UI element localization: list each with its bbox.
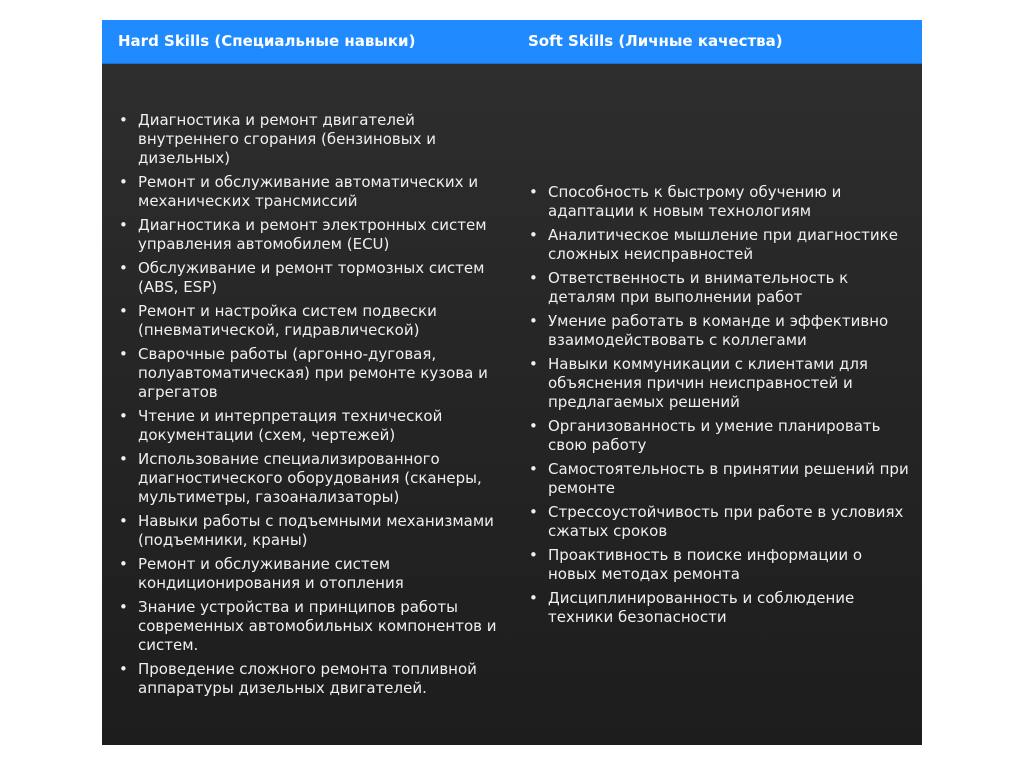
soft-skill-item: • Стрессоустойчивость при работе в условиях сжатых сроков (528, 503, 912, 541)
table-header (102, 20, 922, 64)
soft-skills-header: Soft Skills (Личные качества) (528, 32, 783, 50)
soft-skill-item: • Умение работать в команде и эффективно взаимодействовать с коллегами (528, 312, 912, 350)
soft-skills-column (512, 64, 922, 745)
hard-skill-item: • Ремонт и обслуживание автоматических и механических трансмиссий (118, 173, 502, 211)
soft-skill-item: • Дисциплинированность и соблюдение техники безопасности (528, 589, 912, 627)
skills-table (102, 20, 922, 745)
hard-skill-item: • Сварочные работы (аргонно-дуговая, полуавтоматическая) при ремонте кузова и агрегатов (118, 345, 502, 402)
hard-skill-item: • Проведение сложного ремонта топливной аппаратуры дизельных двигателей. (118, 660, 502, 698)
soft-skill-item: • Навыки коммуникации с клиентами для объяснения причин неисправностей и предлагаемых решений (528, 355, 912, 412)
soft-skill-item: • Самостоятельность в принятии решений при ремонте (528, 460, 912, 498)
soft-skills-list (528, 183, 912, 627)
hard-skills-list (118, 111, 502, 698)
hard-skills-header: Hard Skills (Специальные навыки) (118, 32, 416, 50)
hard-skills-column (102, 64, 512, 745)
hard-skill-item: • Диагностика и ремонт двигателей внутреннего сгорания (бензиновых и дизельных) (118, 111, 502, 168)
soft-skill-item: • Ответственность и внимательность к деталям при выполнении работ (528, 269, 912, 307)
hard-skill-item: • Навыки работы с подъемными механизмами (подъемники, краны) (118, 512, 502, 550)
soft-skill-item: • Способность к быстрому обучению и адаптации к новым технологиям (528, 183, 912, 221)
hard-skill-item: • Ремонт и обслуживание систем кондиционирования и отопления (118, 555, 502, 593)
hard-skill-item: • Диагностика и ремонт электронных систем управления автомобилем (ECU) (118, 216, 502, 254)
soft-skill-item: • Аналитическое мышление при диагностике сложных неисправностей (528, 226, 912, 264)
hard-skill-item: • Обслуживание и ремонт тормозных систем (ABS, ESP) (118, 259, 502, 297)
hard-skill-item: • Ремонт и настройка систем подвески (пневматической, гидравлической) (118, 302, 502, 340)
hard-skill-item: • Знание устройства и принципов работы современных автомобильных компонентов и систем. (118, 598, 502, 655)
hard-skill-item: • Использование специализированного диагностического оборудования (сканеры, мультиметры, газоанализаторы) (118, 450, 502, 507)
soft-skill-item: • Организованность и умение планировать свою работу (528, 417, 912, 455)
soft-skill-item: • Проактивность в поиске информации о новых методах ремонта (528, 546, 912, 584)
hard-skill-item: • Чтение и интерпретация технической документации (схем, чертежей) (118, 407, 502, 445)
